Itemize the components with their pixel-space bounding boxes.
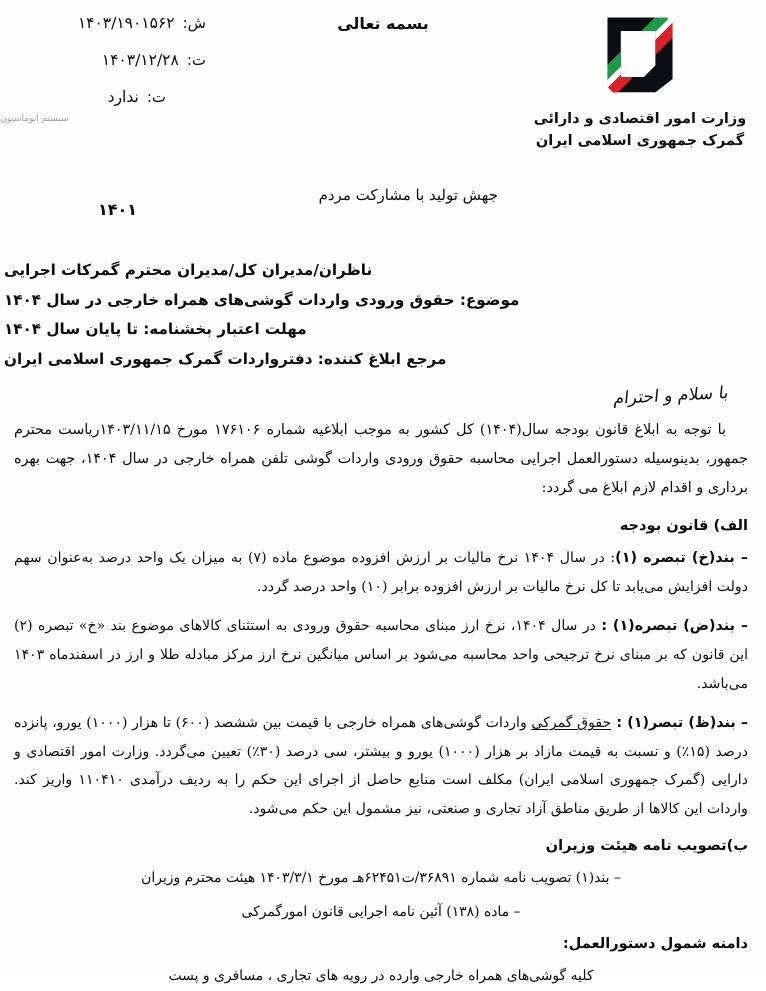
clause-kh-lead: – بند(خ) تبصره (۱) — [615, 549, 749, 566]
organization-block — [522, 4, 758, 153]
ministry-name: وزارت امور اقتصادی و دارائی — [533, 111, 747, 127]
document-attachment-label: ت: — [146, 88, 166, 106]
clause-zad-lead: – بند(ض) تبصره(۱) : — [601, 618, 748, 635]
clause-za-lead: – بند(ظ) تبصر(۱) : — [611, 715, 748, 732]
scope-text: کلیه گوشی‌های همراه خارجی وارده در رویه های تجاری ، مسافری و پست — [168, 967, 594, 984]
year-slogan-number: ۱۴۰۱ — [98, 200, 138, 219]
recipient-line: ناظران/مدیران کل/مدیران محترم گمرکات اجرایی — [4, 261, 373, 279]
clause-za-underlined-term: حقوق گمرکی — [531, 715, 612, 732]
subject-block — [0, 256, 766, 375]
customs-authority-name: گمرک جمهوری اسلامی ایران — [535, 133, 745, 150]
document-attachment-row — [0, 88, 230, 106]
section-b-item-1: – بند(۱) تصویب نامه شماره ۳۶۸۹۱/ت۶۲۴۵۱هـ مورخ ۱۴۰۳/۳/۱ هیئت محترم وزیران — [141, 869, 621, 886]
basmalah-heading: بسمه تعالی — [337, 14, 429, 33]
document-date-label: ت: — [186, 51, 206, 69]
document-number-label: ش: — [182, 14, 206, 32]
document-body — [0, 416, 766, 991]
issuer-line: مرجع ابلاغ کننده: دفترواردات گمرک جمهوری اسلامی ایران — [4, 349, 447, 368]
iran-customs-logo — [592, 6, 688, 102]
validity-line: مهلت اعتبار بخشنامه: تا پایان سال ۱۴۰۴ — [4, 320, 307, 339]
section-a-heading: الف) قانون بودجه — [619, 516, 748, 534]
automation-system-note: سیستم اتوماسیون — [0, 114, 69, 124]
clause-kh — [14, 544, 748, 601]
document-date-value: ۱۴۰۳/۱۲/۲۸ — [101, 51, 179, 69]
section-b-heading: ب)تصویب نامه هیئت وزیران — [545, 837, 748, 855]
document-number-value: ۱۴۰۳/۱۹۰۱۵۶۲ — [77, 14, 175, 32]
scope-heading: دامنه شمول دستورالعمل: — [562, 935, 748, 953]
clause-zad — [14, 612, 748, 698]
intro-paragraph: با توجه به ابلاغ قانون بودجه سال(۱۴۰۴) کل کشور به موجب ابلاغیه شماره ۱۷۶۱۰۶ مورخ ۱۴۰۳/۱۱/۱۵ریاست محترم جمهور، بدینوسیله دستورالعمل اجرایی محاسبه حقوق ورودی واردات گوشی تلفن همراه خارجی در سال ۱۴۰۴، جهت بهره برداری و اقدام لازم ابلاغ می گردد: — [14, 422, 748, 496]
handwritten-greeting: با سلام و احترام — [612, 383, 730, 409]
section-b-item-2: – ماده (۱۳۸) آئین نامه اجرایی قانون امورگمرکی — [241, 903, 521, 920]
document-attachment-value: ندارد — [107, 88, 139, 106]
document-date-row — [0, 51, 230, 69]
clause-zad-text: در سال ۱۴۰۴، نرخ ارز مبنای محاسبه حقوق ورودی به استثنای کالاهای موضوع بند «خ» تبصره (۲) این قانون که بر مبنای نرخ ترجیحی واحد محاسبه می‌شود بر اساس میانگین نرخ ارز مرکز مبادله طلا و ارز در اسفندماه ۱۴۰۳ می‌باشد. — [14, 618, 748, 692]
subject-topic-line: موضوع: حقوق ورودی واردات گوشی‌های همراه خارجی در سال ۱۴۰۴ — [4, 290, 520, 309]
clause-kh-text: : در سال ۱۴۰۴ نرخ مالیات بر ارزش افزوده موضوع ماده (۷) به میزان یک واحد درصد به‌عنوان سهم دولت افزایش می‌یابد تا کل نرخ مالیات بر ارزش افزوده برابر (۱۰) واحد درصد گردد. — [14, 549, 748, 595]
clause-za-text: واردات گوشی‌های همراه خارجی با قیمت بین ششصد (۶۰۰) تا هزار (۱۰۰۰) یورو، پانزده درصد (۱۵٪) و نسبت به قیمت مازاد بر هزار (۱۰۰۰) یورو و بیشتر، سی درصد (۳۰٪) تعیین می‌گردد. وزارت امور اقتصادی و دارایی (گمرک جمهوری اسلامی ایران) مکلف است منابع حاصل از اجرای این حکم را به ردیف درآمدی ۱۱۰۴۱۰ واریز کند. واردات این کالاها از طریق مناطق آزاد تجاری و صنعتی، نیز مشمول این حکم می‌شود. — [14, 715, 748, 817]
clause-za — [14, 709, 748, 823]
slogan-row — [0, 186, 766, 226]
year-slogan-text: جهش تولید با مشارکت مردم — [318, 186, 498, 204]
document-header — [0, 0, 766, 172]
